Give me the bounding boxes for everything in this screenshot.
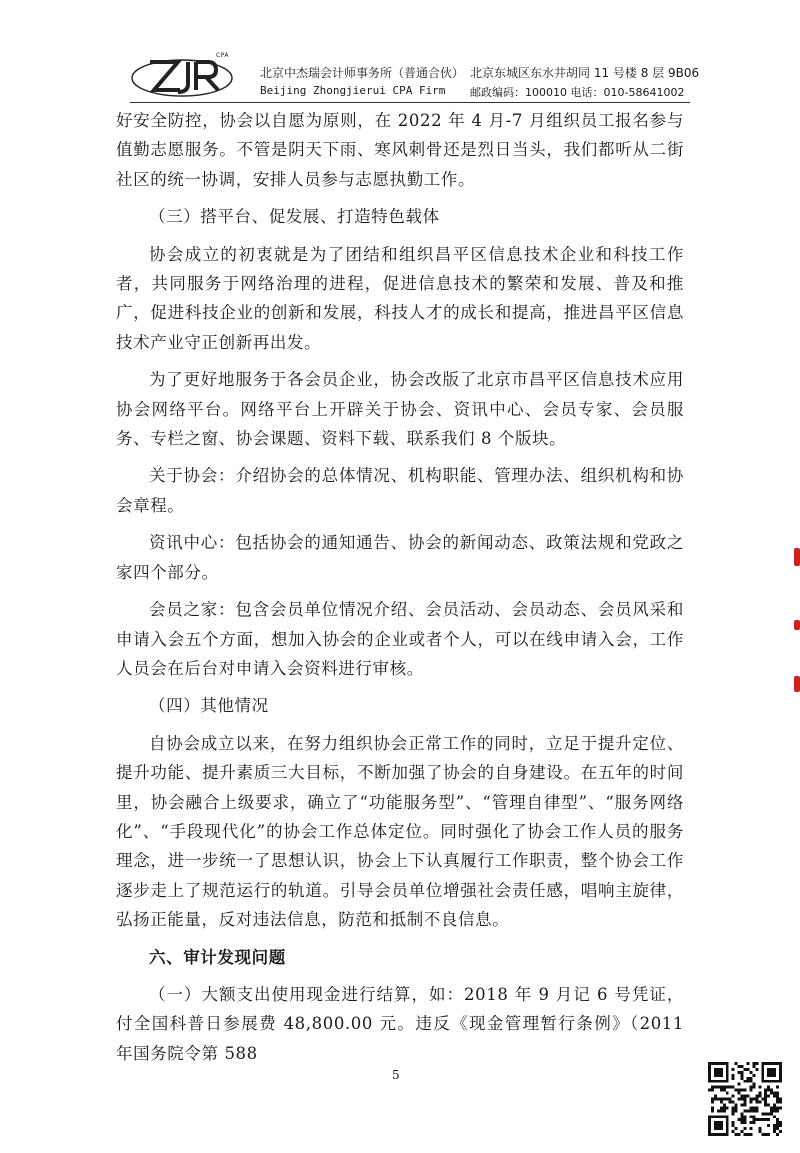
document-body (116, 106, 684, 1068)
paragraph: 会员之家：包含会员单位情况介绍、会员活动、会员动态、会员风采和申请入会五个方面，想加入协会的企业或者个人，可以在线申请入会，工作人员会在后台对申请入会资料进行审核。 (116, 600, 684, 678)
firm-address: 北京东城区东水井胡同 11 号楼 8 层 9B06 (470, 66, 700, 80)
firm-name-en: Beijing Zhongjierui CPA Firm (260, 84, 446, 97)
seal-edge-mark (794, 676, 800, 692)
section-heading: （三）搭平台、促发展、打造特色载体 (149, 207, 440, 227)
letterhead (130, 50, 700, 102)
firm-name-cn: 北京中杰瑞会计师事务所（普通合伙） (260, 66, 465, 80)
paragraph: 协会成立的初衷就是为了团结和组织昌平区信息技术企业和科技工作者，共同服务于网络治理的进程，促进信息技术的繁荣和发展、普及和推广，促进科技企业的创新和发展，科技人才的成长和提高，推进昌平区信息技术产业守正创新再出发。 (116, 244, 684, 352)
cpa-mark: CPA (216, 52, 230, 59)
section-heading: （四）其他情况 (149, 696, 269, 716)
qr-code-icon (708, 1062, 782, 1136)
header-divider (130, 102, 690, 103)
paragraph: 自协会成立以来，在努力组织协会正常工作的同时，立足于提升定位、提升功能、提升素质三大目标，不断加强了协会的自身建设。在五年的时间里，协会融合上级要求，确立了“功能服务型”、“管理自律型”、“服务网络化”、“手段现代化”的协会工作总体定位。同时强化了协会工作人员的服务理念，进一步统一了思想认识，协会上下认真履行工作职责，整个协会工作逐步走上了规范运行的轨道。引导会员单位增强社会责任感，唱响主旋律，弘扬正能量，反对违法信息，防范和抵制不良信息。 (116, 733, 684, 930)
paragraph: 资讯中心：包括协会的通知通告、协会的新闻动态、政策法规和党政之家四个部分。 (116, 533, 684, 582)
firm-contact: 邮政编码：100010 电话：010-58641002 (470, 86, 685, 99)
paragraph: 关于协会：介绍协会的总体情况、机构职能、管理办法、组织机构和协会章程。 (116, 466, 684, 515)
seal-edge-mark (794, 620, 800, 630)
seal-edge-mark (794, 548, 800, 566)
chapter-heading: 六、审计发现问题 (149, 947, 286, 967)
page-number: 5 (392, 1068, 400, 1082)
paragraph: 为了更好地服务于各会员企业，协会改版了北京市昌平区信息技术应用协会网络平台。网络平台上开辟关于协会、资讯中心、会员专家、会员服务、专栏之窗、协会课题、资料下载、联系我们 8 个版块。 (116, 370, 684, 449)
paragraph: 好安全防控，协会以自愿为原则，在 2022 年 4 月-7 月组织员工报名参与值勤志愿服务。不管是阴天下雨、寒风刺骨还是烈日当头，我们都听从二街社区的统一协调，安排人员参与志愿执勤工作。 (116, 111, 684, 189)
paragraph: （一）大额支出使用现金进行结算，如：2018 年 9 月记 6 号凭证，付全国科普日参展费 48,800.00 元。违反《现金管理暂行条例》（2011 年国务院令第 588 (116, 984, 684, 1063)
